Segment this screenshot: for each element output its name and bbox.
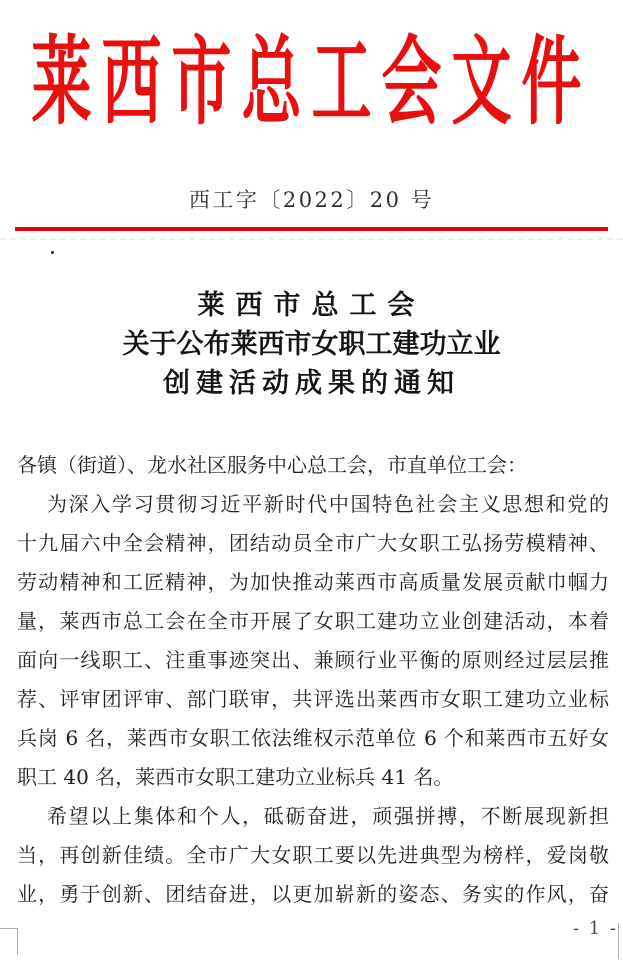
body-line: 劳动精神和工匠精神，为加快推动莱西市高质量发展贡献巾帼力 [17, 570, 609, 594]
body-line-salutation: 各镇（街道）、龙水社区服务中心总工会，市直单位工会： [17, 453, 527, 477]
document-body [17, 446, 609, 914]
body-line: 当，再创新佳绩。全市广大女职工要以先进典型为榜样，爱岗敬 [17, 843, 609, 867]
crop-mark-bottom-left-horizontal [0, 928, 17, 929]
scan-artifact-dashed-line [0, 238, 623, 240]
body-line: 量，莱西市总工会在全市开展了女职工建功立业创建活动，本着 [17, 609, 609, 633]
document-title-line-1: 莱西市总工会 [197, 290, 426, 321]
body-line: 兵岗 6 名，莱西市女职工依法维权示范单位 6 个和莱西市五好女 [17, 726, 609, 750]
crop-mark-bottom-right-vertical [618, 923, 619, 959]
crop-mark-bottom-left-vertical [17, 928, 18, 955]
masthead-red-title: 莱西市总工会文件 [31, 26, 592, 139]
body-line: 面向一线职工、注重事迹突出、兼顾行业平衡的原则经过层层推 [17, 648, 609, 672]
document-title-line-2: 关于公布莱西市女职工建功立业 [122, 329, 501, 360]
document-title-line-3: 创建活动成果的通知 [163, 368, 460, 399]
body-line: 业，勇于创新、团结奋进，以更加崭新的姿态、务实的作风，奋 [17, 882, 609, 906]
body-line: 荐、评审团评审、部门联审，共评选出莱西市女职工建功立业标 [17, 687, 609, 711]
red-divider-rule [15, 227, 608, 231]
document-number: 西工字〔2022〕20 号 [188, 188, 435, 212]
body-line: 职工 40 名，莱西市女职工建功立业标兵 41 名。 [17, 765, 454, 789]
body-line: 希望以上集体和个人，砥砺奋进，顽强拼搏，不断展现新担 [47, 804, 609, 828]
scan-artifact-ink-speck [51, 251, 54, 254]
page-number: - 1 - [572, 918, 618, 939]
body-line: 十九届六中全会精神，团结动员全市广大女职工弘扬劳模精神、 [17, 531, 609, 555]
body-line: 为深入学习贯彻习近平新时代中国特色社会主义思想和党的 [47, 492, 609, 516]
document-title [0, 286, 623, 403]
